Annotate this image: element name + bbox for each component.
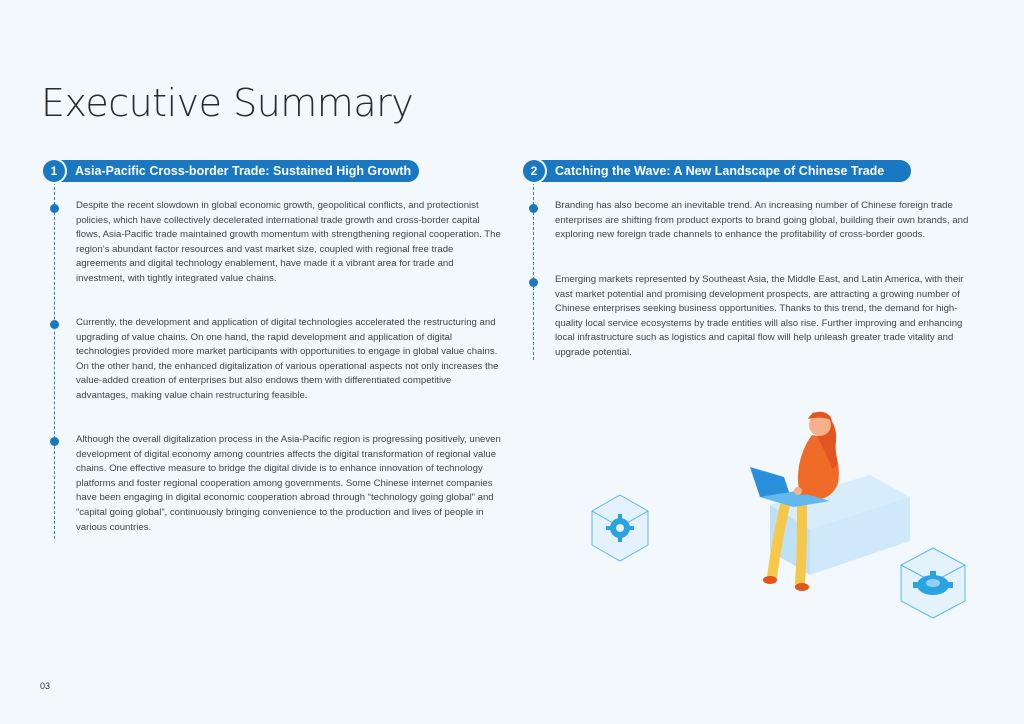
section-2-number: 2 bbox=[523, 160, 545, 182]
section-2-heading: Catching the Wave: A New Landscape of Chinese Trade bbox=[539, 160, 911, 182]
section-2-paragraph-1: Branding has also become an inevitable trend. An increasing number of Chinese foreign trade enterprises are shifting from product exports to brand going global, building their own brands, and exploring new foreign trade channels to enhance the profitability of cross-border goods. bbox=[555, 200, 969, 241]
bullet-dot bbox=[50, 437, 59, 446]
bullet-dot bbox=[529, 278, 538, 287]
section-1-paragraph-2: Currently, the development and application of digital technologies accelerated the restructuring and upgrading of value chains. On one hand, the rapid development and application of digital technologies provided more market participants with opportunities to engage in global value chains. On the other hand, the enhanced digitalization of various operational aspects not only increases the value-added creation of enterprises but also endows them with differentiated competitive advantages, making value chain restructuring feasible. bbox=[76, 317, 499, 401]
gear-cube-icon bbox=[901, 548, 965, 618]
bullet-dot bbox=[50, 320, 59, 329]
platform bbox=[770, 475, 910, 575]
gear-cube-icon bbox=[592, 495, 648, 561]
section-1-heading: Asia-Pacific Cross-border Trade: Sustained High Growth bbox=[59, 160, 419, 182]
timeline-line bbox=[54, 182, 55, 539]
page-number: 03 bbox=[40, 681, 51, 691]
section-1-number: 1 bbox=[43, 160, 65, 182]
section-2-paragraph-2: Emerging markets represented by Southeast Asia, the Middle East, and Latin America, with their vast market potential and promising development prospects, are attracting a growing number of Chinese enterprises seeking business opportunities. Thanks to this trend, the demand for high-quality local service ecosystems by trade entities will also rise. Further improving and enhancing local infrastructure such as logistics and capital flow will help unleash greater trade vitality and upgrade potential. bbox=[555, 274, 964, 358]
page-title: Executive Summary bbox=[41, 81, 414, 125]
bullet-dot bbox=[529, 204, 538, 213]
section-1-paragraph-3: Although the overall digitalization process in the Asia-Pacific region is progressing positively, uneven development of digital economy among countries affects the digital transformation of regional value chains. One effective measure to bridge the digital divide is to enhance innovation of technology platforms and foster regional cooperation among governments. Some Chinese internet companies have been engaging in digital economic cooperation abroad through “technology going global” and “capital going global”, continuously bringing convenience to the production and lives of people in various countries. bbox=[76, 434, 501, 533]
section-1-header bbox=[43, 160, 419, 182]
section-2-header bbox=[523, 160, 911, 182]
bullet-dot bbox=[50, 204, 59, 213]
section-1-paragraph-1: Despite the recent slowdown in global economic growth, geopolitical conflicts, and protectionist policies, which have collectively decelerated international trade growth and cross-border capital flows, Asia-Pacific trade maintained growth momentum with strengthening regional cooperation. The region’s abundant factor resources and vast market size, coupled with regional free trade agreements and digital technology enablement, have made it a vibrant area for trade and investment, with tightly integrated value chains. bbox=[76, 200, 501, 284]
illustration bbox=[580, 405, 980, 625]
